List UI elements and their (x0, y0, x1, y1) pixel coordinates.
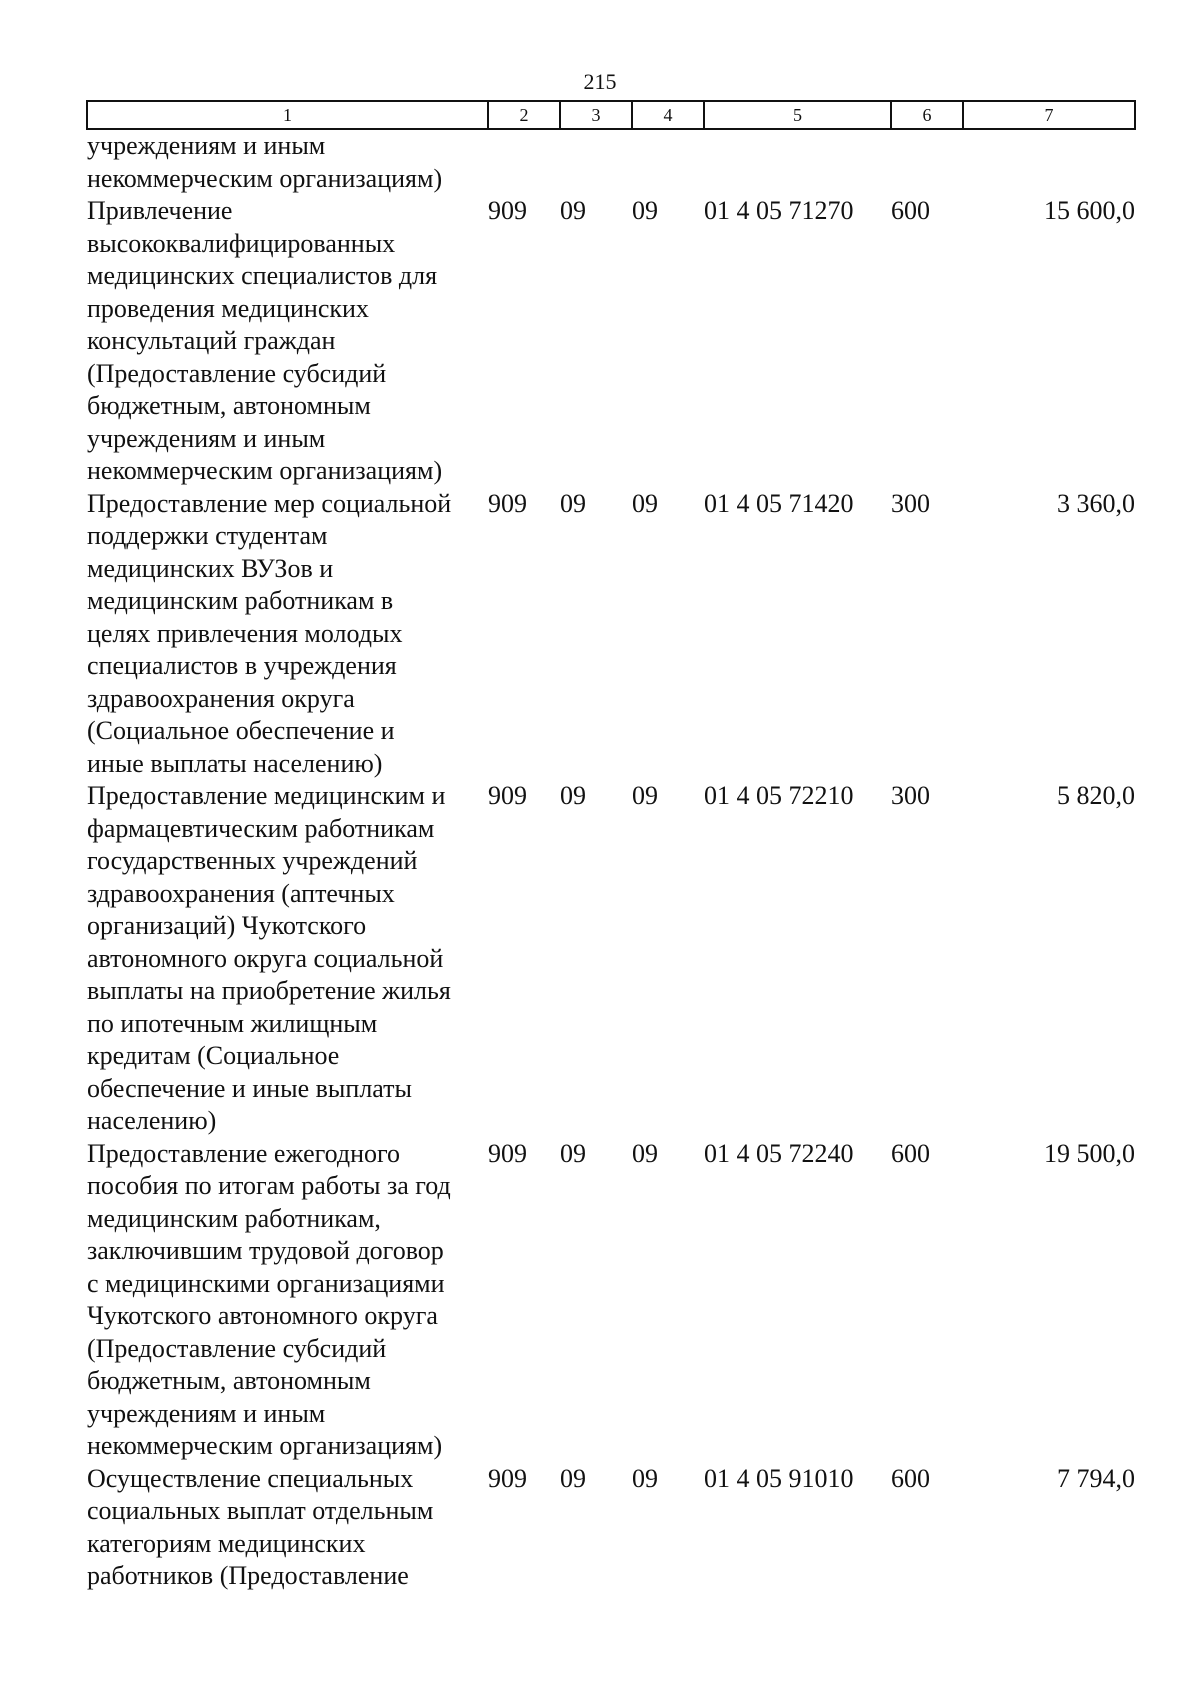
item-name-cell (87, 195, 488, 488)
column-header-5: 5 (704, 101, 891, 129)
item-name-line: организаций) Чукотского (87, 911, 367, 940)
item-name-line: (Социальное обеспечение и (87, 716, 395, 745)
item-name-line: иные выплаты населению) (87, 748, 383, 778)
item-name-line: высококвалифицированных (87, 228, 396, 258)
subsection-code-cell: 09 (632, 196, 658, 225)
item-name-line: выплаты на приобретение жилья (87, 976, 451, 1005)
item-name-line: учреждениям и иным (87, 131, 326, 160)
item-name-line: Предоставление мер социальной (87, 488, 452, 518)
item-name-line: кредитам (Социальное (87, 1041, 340, 1070)
item-name-line: Предоставление ежегодного (87, 1138, 401, 1168)
amount-cell (963, 129, 1135, 195)
target-article-cell: 01 4 05 72210 (704, 781, 854, 810)
section-code-cell: 09 (560, 1138, 586, 1168)
item-name-line: обеспечение и иные выплаты (87, 1073, 412, 1103)
item-name-line: государственных учреждений (87, 846, 418, 875)
item-name-line: категориям медицинских (87, 1528, 366, 1558)
item-name-line: Осуществление специальных (87, 1463, 414, 1493)
item-name-line: медицинских ВУЗов и (87, 553, 334, 583)
item-name-cell (87, 488, 488, 781)
admin-code-cell: 909 (488, 781, 527, 810)
item-name-line: пособия по итогам работы за год (87, 1171, 451, 1200)
item-name-line: поддержки студентам (87, 521, 328, 550)
expense-type-cell: 300 (891, 781, 930, 810)
item-name-line: автономного округа социальной (87, 943, 444, 973)
table-row (87, 780, 1135, 1138)
budget-table (86, 100, 1136, 1593)
expense-type-cell: 600 (891, 196, 930, 225)
item-name-line: заключившим трудовой договор (87, 1236, 444, 1265)
item-name-line: учреждениям и иным (87, 423, 326, 453)
item-name-line: (Предоставление субсидий (87, 358, 387, 388)
item-name-line: целях привлечения молодых (87, 618, 403, 648)
subsection-code-cell: 09 (632, 1463, 658, 1493)
section-code-cell: 09 (560, 196, 586, 225)
column-header-2: 2 (488, 101, 560, 129)
target-article-cell (704, 129, 891, 195)
amount-cell: 3 360,0 (1057, 488, 1135, 518)
expense-type-cell: 300 (891, 488, 930, 518)
table-body (87, 129, 1135, 1593)
header-row (87, 101, 1135, 129)
target-article-cell: 01 4 05 72240 (704, 1138, 854, 1168)
item-name-line: учреждениям и иным (87, 1398, 326, 1428)
item-name-line: здравоохранения (аптечных (87, 878, 395, 908)
item-name-line: медицинским работникам в (87, 586, 394, 615)
subsection-code-cell (632, 129, 704, 195)
item-name-cell (87, 1463, 488, 1593)
expense-type-cell: 600 (891, 1463, 930, 1493)
section-code-cell (560, 129, 632, 195)
item-name-line: медицинским работникам, (87, 1203, 381, 1233)
item-name-line: бюджетным, автономным (87, 1366, 371, 1395)
column-header-7: 7 (963, 101, 1135, 129)
expense-type-cell (891, 129, 963, 195)
item-name-line: по ипотечным жилищным (87, 1008, 378, 1038)
admin-code-cell: 909 (488, 1463, 527, 1493)
item-name-line: медицинских специалистов для (87, 261, 438, 290)
table-row (87, 195, 1135, 488)
item-name-line: работников (Предоставление (87, 1561, 409, 1590)
target-article-cell: 01 4 05 71420 (704, 488, 854, 518)
admin-code-cell: 909 (488, 196, 527, 225)
item-name-line: населению) (87, 1106, 217, 1135)
item-name-line: социальных выплат отдельным (87, 1496, 434, 1525)
target-article-cell: 01 4 05 91010 (704, 1463, 854, 1493)
column-header-4: 4 (632, 101, 704, 129)
subsection-code-cell: 09 (632, 488, 658, 518)
item-name-cell (87, 129, 488, 195)
item-name-line: здравоохранения округа (87, 683, 355, 713)
amount-cell: 7 794,0 (1057, 1463, 1135, 1493)
admin-code-cell (488, 129, 560, 195)
amount-cell: 19 500,0 (1044, 1138, 1135, 1168)
amount-cell: 5 820,0 (1057, 781, 1135, 810)
item-name-line: некоммерческим организациям) (87, 163, 443, 193)
item-name-line: Предоставление медицинским и (87, 781, 446, 810)
item-name-line: бюджетным, автономным (87, 391, 371, 420)
item-name-line: консультаций граждан (87, 326, 336, 355)
section-code-cell: 09 (560, 781, 586, 810)
item-name-line: проведения медицинских (87, 293, 369, 323)
item-name-line: некоммерческим организациям) (87, 1431, 443, 1460)
section-code-cell: 09 (560, 1463, 586, 1493)
item-name-line: фармацевтическим работникам (87, 813, 435, 843)
table-header (87, 101, 1135, 129)
column-header-1: 1 (87, 101, 488, 129)
section-code-cell: 09 (560, 488, 586, 518)
table-row (87, 488, 1135, 781)
item-name-line: Привлечение (87, 196, 233, 225)
admin-code-cell: 909 (488, 1138, 527, 1168)
item-name-line: некоммерческим организациям) (87, 456, 443, 485)
item-name-line: с медицинскими организациями (87, 1268, 445, 1298)
item-name-cell (87, 780, 488, 1138)
item-name-cell (87, 1138, 488, 1463)
subsection-code-cell: 09 (632, 1138, 658, 1168)
subsection-code-cell: 09 (632, 781, 658, 810)
table-row (87, 1138, 1135, 1463)
admin-code-cell: 909 (488, 488, 527, 518)
item-name-line: специалистов в учреждения (87, 651, 397, 680)
page-number: 215 (583, 69, 617, 94)
column-header-3: 3 (560, 101, 632, 129)
table-row (87, 129, 1135, 195)
column-header-6: 6 (891, 101, 963, 129)
amount-cell: 15 600,0 (1044, 196, 1135, 225)
expense-type-cell: 600 (891, 1138, 930, 1168)
item-name-line: (Предоставление субсидий (87, 1333, 387, 1363)
item-name-line: Чукотского автономного округа (87, 1301, 438, 1330)
table-row (87, 1463, 1135, 1593)
target-article-cell: 01 4 05 71270 (704, 196, 854, 225)
